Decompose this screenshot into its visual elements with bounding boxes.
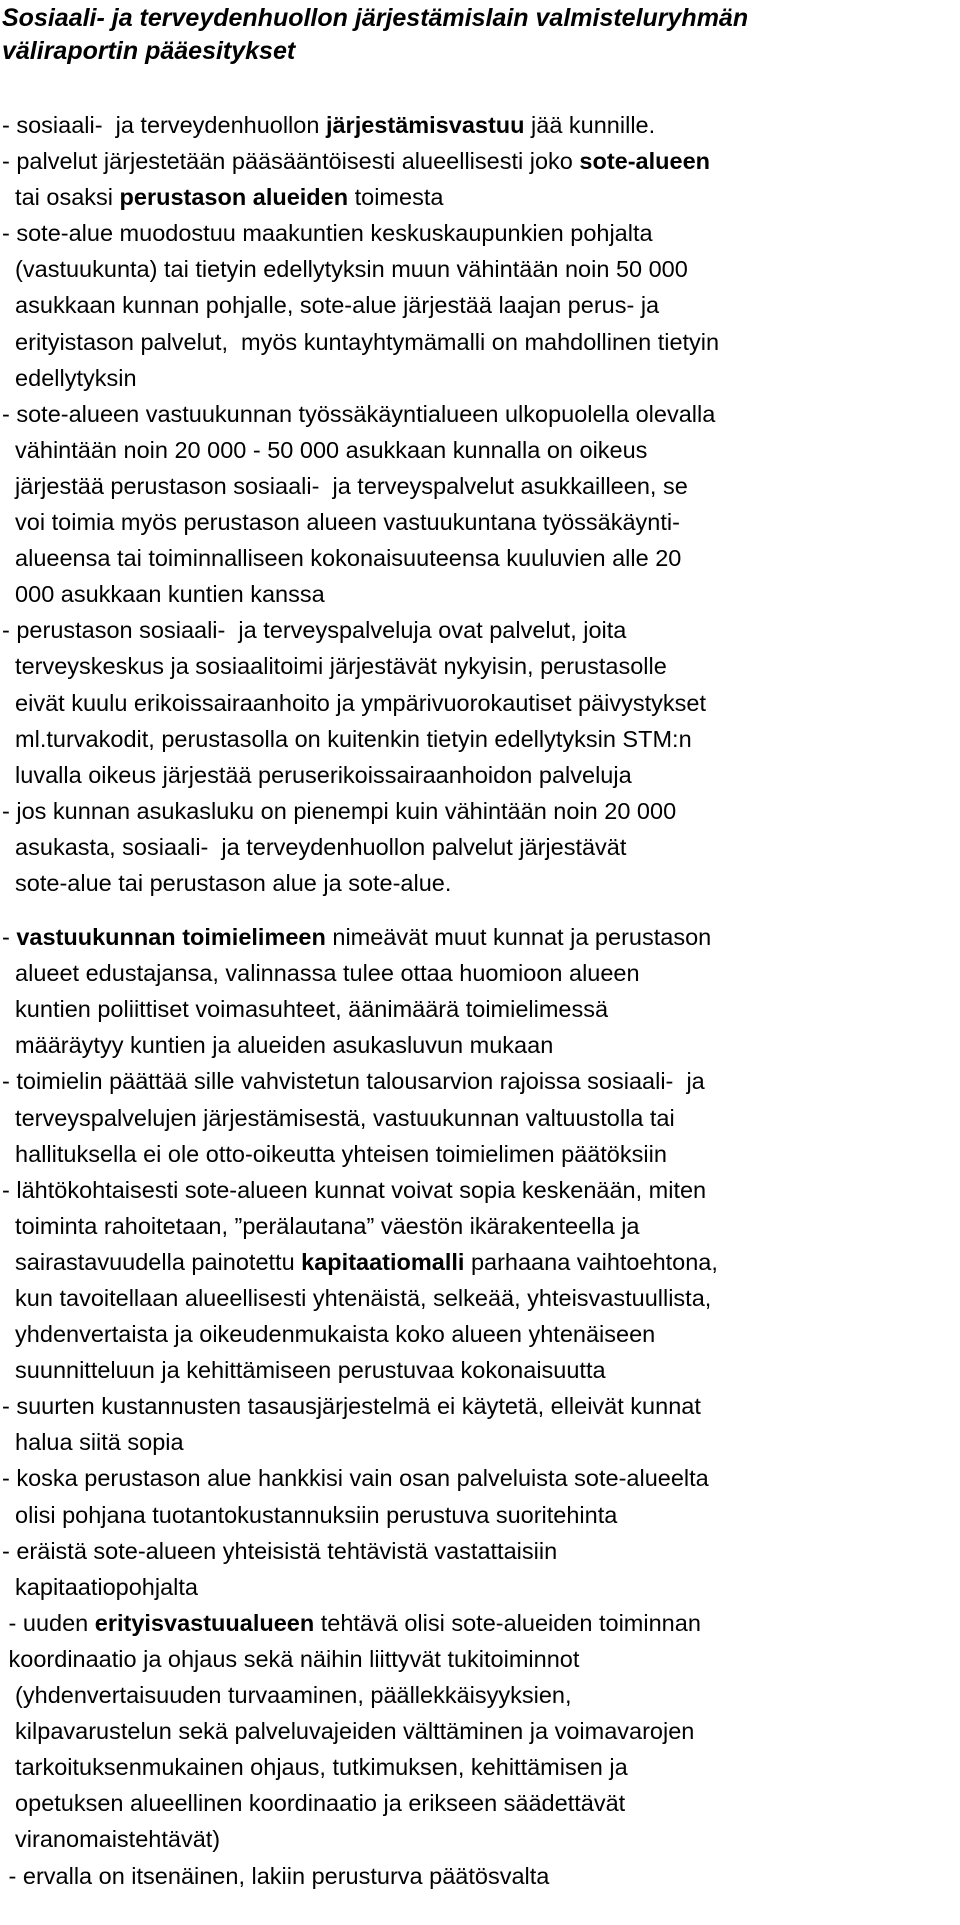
text-line bbox=[2, 1821, 958, 1857]
text-line bbox=[2, 468, 958, 504]
text-line bbox=[2, 1027, 958, 1063]
text-line bbox=[2, 612, 958, 648]
text-line bbox=[2, 107, 958, 143]
text-segment: - koska perustason alue hankkisi vain osan palveluista sote-alueelta bbox=[2, 1465, 709, 1492]
text-segment: nimeävät muut kunnat ja perustason bbox=[325, 924, 712, 951]
text-segment: järjestää perustason sosiaali- ja terveyspalvelut asukkailleen, se bbox=[2, 472, 688, 499]
text-segment: sairastavuudella painotettu bbox=[2, 1248, 302, 1275]
text-line bbox=[2, 757, 958, 793]
text-segment: - toimielin päättää sille vahvistetun talousarvion rajoissa sosiaali- ja bbox=[2, 1068, 705, 1095]
text-segment: luvalla oikeus järjestää peruserikoissairaanhoidon palveluja bbox=[2, 761, 632, 788]
text-segment: terveyspalvelujen järjestämisestä, vastuukunnan valtuustolla tai bbox=[2, 1104, 675, 1131]
text-segment: tehtävä olisi sote-alueiden toiminnan bbox=[314, 1609, 701, 1636]
text-line bbox=[2, 143, 958, 179]
text-line bbox=[2, 1280, 958, 1316]
text-line bbox=[2, 648, 958, 684]
text-line bbox=[2, 1424, 958, 1460]
text-line bbox=[2, 215, 958, 251]
text-segment: toiminta rahoitetaan, ”perälautana” väestön ikärakenteella ja bbox=[2, 1212, 640, 1239]
text-segment: - jos kunnan asukasluku on pienempi kuin vähintään noin 20 000 bbox=[2, 797, 677, 824]
text-segment: - sosiaali- ja terveydenhuollon bbox=[2, 112, 326, 138]
bold-term: erityisvastuualueen bbox=[94, 1609, 315, 1636]
text-line bbox=[2, 955, 958, 991]
text-segment: asukkaan kunnan pohjalle, sote-alue järjestää laajan perus- ja bbox=[2, 292, 660, 319]
text-line bbox=[2, 1605, 958, 1641]
text-segment: vähintään noin 20 000 - 50 000 asukkaan kunnalla on oikeus bbox=[2, 436, 648, 463]
text-line bbox=[2, 793, 958, 829]
text-segment: erityistason palvelut, myös kuntayhtymämalli on mahdollinen tietyin bbox=[2, 328, 720, 355]
text-segment: alueensa tai toiminnalliseen kokonaisuuteensa kuuluvien alle 20 bbox=[2, 545, 682, 572]
bold-term: kapitaatiomalli bbox=[301, 1248, 465, 1275]
text-segment: - palvelut järjestetään pääsääntöisesti alueellisesti joko bbox=[2, 148, 580, 175]
text-line bbox=[2, 829, 958, 865]
text-segment: - suurten kustannusten tasausjärjestelmä ei käytetä, elleivät kunnat bbox=[2, 1393, 701, 1420]
text-segment: ml.turvakodit, perustasolla on kuitenkin tietyin edellytyksin STM:n bbox=[2, 725, 692, 752]
text-line bbox=[2, 1677, 958, 1713]
text-line bbox=[2, 576, 958, 612]
text-segment: terveyskeskus ja sosiaalitoimi järjestävät nykyisin, perustasolle bbox=[2, 653, 667, 680]
text-line bbox=[2, 919, 958, 955]
text-segment: 000 asukkaan kuntien kanssa bbox=[2, 581, 325, 608]
text-segment: voi toimia myös perustason alueen vastuukuntana työssäkäynti- bbox=[2, 509, 680, 536]
text-segment: alueet edustajansa, valinnassa tulee ottaa huomioon alueen bbox=[2, 960, 640, 987]
text-line bbox=[2, 1641, 958, 1677]
text-line bbox=[2, 1208, 958, 1244]
text-line bbox=[2, 324, 958, 360]
bold-term: perustason alueiden bbox=[119, 184, 349, 211]
text-line bbox=[2, 1569, 958, 1605]
body-text bbox=[2, 107, 958, 1894]
text-line bbox=[2, 1244, 958, 1280]
text-segment: - sote-alueen vastuukunnan työssäkäyntialueen ulkopuolella olevalla bbox=[2, 400, 716, 427]
text-line bbox=[2, 1749, 958, 1785]
text-segment: - lähtökohtaisesti sote-alueen kunnat voivat sopia keskenään, miten bbox=[2, 1176, 707, 1203]
title-line-1: Sosiaali- ja terveydenhuollon järjestämislain valmisteluryhmän bbox=[2, 4, 749, 32]
text-line bbox=[2, 865, 958, 901]
text-segment: kapitaatiopohjalta bbox=[2, 1573, 198, 1600]
text-segment: - perustason sosiaali- ja terveyspalveluja ovat palvelut, joita bbox=[2, 617, 627, 644]
page-title bbox=[2, 2, 952, 68]
text-line bbox=[2, 540, 958, 576]
text-line bbox=[2, 179, 958, 215]
text-line bbox=[2, 1460, 958, 1496]
text-segment: jää kunnille. bbox=[524, 112, 656, 138]
text-segment: (yhdenvertaisuuden turvaaminen, päällekkäisyyksien, bbox=[2, 1682, 572, 1709]
text-segment: - ervalla on itsenäinen, lakiin perusturva päätösvalta bbox=[2, 1862, 550, 1889]
text-segment: suunnitteluun ja kehittämiseen perustuvaa kokonaisuutta bbox=[2, 1357, 606, 1384]
text-segment: hallituksella ei ole otto-oikeutta yhteisen toimielimen päätöksiin bbox=[2, 1140, 667, 1167]
text-line bbox=[2, 1063, 958, 1099]
text-line bbox=[2, 1533, 958, 1569]
text-segment: viranomaistehtävät) bbox=[2, 1826, 221, 1853]
text-segment: tai osaksi bbox=[2, 184, 120, 211]
text-segment: asukasta, sosiaali- ja terveydenhuollon palvelut järjestävät bbox=[2, 833, 627, 860]
text-line bbox=[2, 1172, 958, 1208]
text-segment: määräytyy kuntien ja alueiden asukasluvun mukaan bbox=[2, 1032, 554, 1059]
text-line bbox=[2, 432, 958, 468]
text-segment: olisi pohjana tuotantokustannuksiin perustuva suoritehinta bbox=[2, 1501, 618, 1528]
text-line bbox=[2, 1100, 958, 1136]
text-line bbox=[2, 504, 958, 540]
text-segment: kun tavoitellaan alueellisesti yhtenäistä, selkeää, yhteisvastuullista, bbox=[2, 1285, 712, 1311]
text-segment: edellytyksin bbox=[2, 364, 137, 391]
text-line bbox=[2, 1136, 958, 1172]
text-line bbox=[2, 1497, 958, 1533]
text-segment: - bbox=[2, 924, 17, 951]
text-segment: koordinaatio ja ohjaus sekä näihin liittyvät tukitoiminnot bbox=[2, 1645, 580, 1672]
bold-term: sote-alueen bbox=[579, 148, 710, 175]
text-segment: toimesta bbox=[348, 184, 444, 211]
text-line bbox=[2, 1316, 958, 1352]
text-line bbox=[2, 721, 958, 757]
title-line-2: väliraportin pääesitykset bbox=[2, 37, 296, 65]
text-line bbox=[2, 251, 958, 287]
text-segment: kuntien poliittiset voimasuhteet, äänimäärä toimielimessä bbox=[2, 996, 609, 1023]
text-segment: - uuden bbox=[2, 1609, 95, 1636]
text-line bbox=[2, 396, 958, 432]
text-segment: - sote-alue muodostuu maakuntien keskuskaupunkien pohjalta bbox=[2, 220, 653, 247]
text-line bbox=[2, 1388, 958, 1424]
text-line bbox=[2, 991, 958, 1027]
text-line bbox=[2, 685, 958, 721]
text-line bbox=[2, 1713, 958, 1749]
text-segment: kilpavarustelun sekä palveluvajeiden välttäminen ja voimavarojen bbox=[2, 1718, 695, 1745]
text-line bbox=[2, 287, 958, 323]
text-segment: sote-alue tai perustason alue ja sote-alue. bbox=[2, 869, 452, 896]
text-segment: - eräistä sote-alueen yhteisistä tehtävistä vastattaisiin bbox=[2, 1537, 558, 1564]
bold-term: järjestämisvastuu bbox=[325, 112, 525, 138]
text-segment: halua siitä sopia bbox=[2, 1429, 184, 1456]
text-segment: parhaana vaihtoehtona, bbox=[464, 1248, 718, 1275]
text-segment: tarkoituksenmukainen ohjaus, tutkimuksen, kehittämisen ja bbox=[2, 1754, 628, 1781]
text-line bbox=[2, 360, 958, 396]
bold-term: vastuukunnan toimielimeen bbox=[16, 924, 326, 951]
text-line bbox=[2, 1785, 958, 1821]
text-segment: (vastuukunta) tai tietyin edellytyksin muun vähintään noin 50 000 bbox=[2, 256, 688, 283]
text-segment: yhdenvertaista ja oikeudenmukaista koko alueen yhtenäiseen bbox=[2, 1321, 656, 1348]
text-segment: opetuksen alueellinen koordinaatio ja erikseen säädettävät bbox=[2, 1790, 626, 1817]
text-segment: eivät kuulu erikoissairaanhoito ja ympärivuorokautiset päivystykset bbox=[2, 689, 707, 716]
text-line bbox=[2, 1352, 958, 1388]
text-line bbox=[2, 1858, 958, 1894]
